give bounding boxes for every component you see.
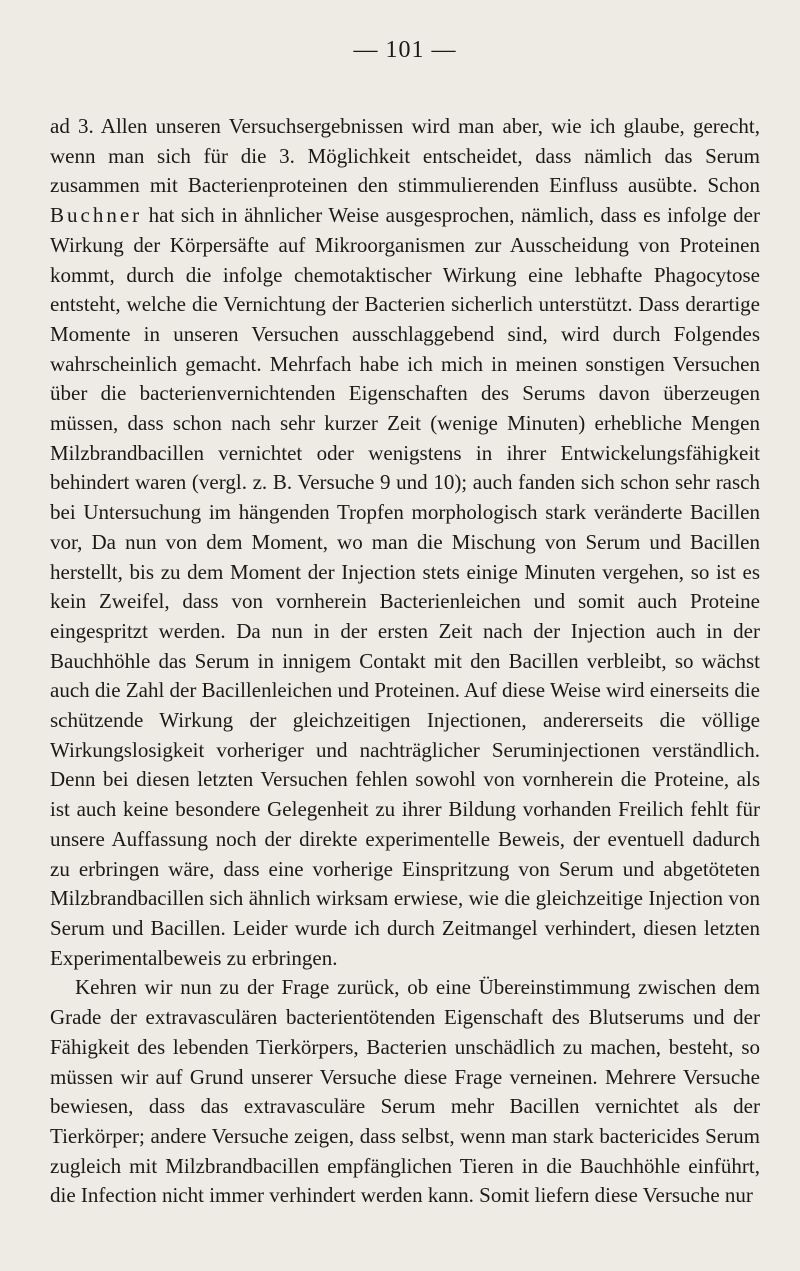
paragraph-2: Kehren wir nun zu der Frage zurück, ob eine Übereinstimmung zwischen dem Grade der extravasculären bacterientötenden Eigenschaft des Blutserums und der Fähigkeit des lebenden Tierkörpers, Bacterien unschädlich zu machen, besteht, so müssen wir auf Grund unserer Versuche diese Frage verneinen. Mehrere Versuche bewiesen, dass das extravasculäre Serum mehr Bacillen vernichtet als der Tierkörper; andere Versuche zeigen, dass selbst, wenn man stark bactericides Serum zugleich mit Milzbrandbacillen empfänglichen Tieren in die Bauchhöhle einführt, die Infection nicht immer verhindert werden kann. Somit liefern diese Versuche nur bbox=[50, 975, 760, 1208]
page-number: — 101 — bbox=[353, 37, 457, 63]
author-name: Buchner bbox=[50, 203, 143, 228]
paragraph-1 bbox=[50, 112, 760, 973]
paragraph-1-text-start: ad 3. Allen unseren Versuchsergebnissen wird man aber, wie ich glaube, gerecht, wenn man sich für die 3. Möglichkeit entscheidet, dass nämlich das Serum zusammen mit Bacterienproteinen den stimmulierenden Einfluss ausübte. Schon bbox=[50, 114, 760, 198]
paragraph-1-text-end: hat sich in ähnlicher Weise ausgesprochen, nämlich, dass es infolge der Wirkung der Körpersäfte auf Mikroorganismen zur Ausscheidung von Proteinen kommt, durch die infolge chemotaktischer Wirkung eine lebhafte Phagocytose entsteht, welche die Vernichtung der Bacterien sicherlich unterstützt. Dass derartige Momente in unseren Versuchen ausschlaggebend sind, wird durch Folgendes wahrscheinlich gemacht. Mehrfach habe ich mich in meinen sonstigen Versuchen über die bacterienvernichtenden Eigenschaften des Serums davon überzeugen müssen, dass schon nach sehr kurzer Zeit (wenige Minuten) erhebliche Mengen Milzbrandbacillen vernichtet oder wenigstens in ihrer Entwickelungsfähigkeit behindert waren (vergl. z. B. Versuche 9 und 10); auch fanden sich schon sehr rasch bei Untersuchung im hängenden Tropfen morphologisch stark veränderte Bacillen vor, Da nun von dem Moment, wo man die Mischung von Serum und Bacillen herstellt, bis zu dem Moment der Injection stets einige Minuten vergehen, so ist es kein Zweifel, dass von vornherein Bacterienleichen und somit auch Proteine eingespritzt werden. Da nun in der ersten Zeit nach der Injection auch in der Bauchhöhle das Serum in innigem Contakt mit den Bacillen verbleibt, so wächst auch die Zahl der Bacillenleichen und Proteinen. Auf diese Weise wird einerseits die schützende Wirkung der gleichzeitigen Injectionen, andererseits die völlige Wirkungslosigkeit vorheriger und nachträglicher Seruminjectionen verständlich. Denn bei diesen letzten Versuchen fehlen sowohl von vornherein die Proteine, als ist auch keine besondere Gelegenheit zu ihrer Bildung vorhanden Freilich fehlt für unsere Auffassung noch der direkte experimentelle Beweis, der eventuell dadurch zu erbringen wäre, dass eine vorherige Einspritzung von Serum und abgetöteten Milzbrandbacillen sich ähnlich wirksam erwiese, wie die gleichzeitige Injection von Serum und Bacillen. Leider wurde ich durch Zeitmangel verhindert, diesen letzten Experimentalbeweis zu erbringen. bbox=[50, 203, 760, 970]
